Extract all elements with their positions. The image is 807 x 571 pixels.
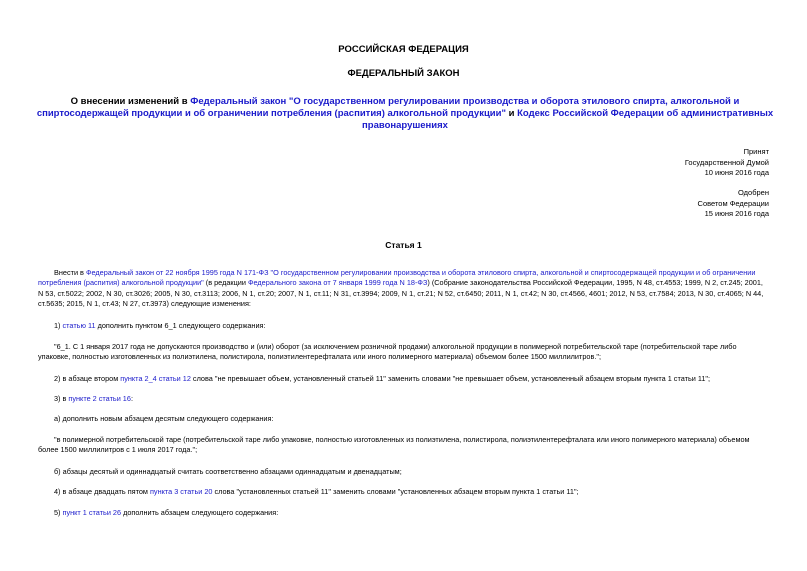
item-text: 5) [54,508,63,517]
item-text: : [130,394,133,403]
item-text: дополнить абзацем следующего содержания: [121,508,279,517]
intro-text: (в редакции [203,278,248,288]
country-heading: РОССИЙСКАЯ ФЕДЕРАЦИЯ [338,44,469,55]
quote-1: "6_1. С 1 января 2017 года не допускаются производство и (или) оборот (за исключением розничной продажи) алкогольной продукции в полимерной потребительской таре (потребительской таре либо упаковке, полностью изготовленных из полиэтилена, полистирола, полиэтилентерефталата или иного полимерного материала) объемом более 1500 миллилитров."; [38,342,737,362]
intro-link-law-18[interactable]: Федерального закона от 7 января 1999 года N 18-ФЗ [247,278,428,288]
adopted-line: Принят [743,147,769,156]
article-heading: Статья 1 [385,240,422,250]
list-item-1 [38,321,770,331]
item-text: дополнить пунктом 6_1 следующего содержания: [95,321,266,330]
item-text: слова "не превышает объем, установленный статьей 11" заменить словами "не превышает объем, установленный абзацем вторым пункта 1 статьи 11"; [190,374,711,383]
list-item-3b: б) абзацы десятый и одиннадцатый считать соответственно абзацами одиннадцатым и двенадцатым; [54,467,402,476]
list-item-5 [38,508,770,518]
approved-line: Советом Федерации [697,198,769,208]
item-link[interactable]: пункт 1 статьи 26 [62,508,122,517]
quote-2: "в полимерной потребительской таре (потребительской таре либо упаковке, полностью изготовленных из полиэтилена, полистирола, полиэтилентерефталата или иного полимерного материала) объемом более 1500 миллилитров с 1 июля 2017 года."; [38,435,750,455]
item-link[interactable]: пункта 3 статьи 20 [149,487,213,496]
item-text: 3) в [54,394,69,403]
item-text: слова "установленных статьей 11" заменить словами "установленных абзацем вторым пункта 1 статьи 11"; [212,487,579,496]
item-link[interactable]: пункта 2_4 статьи 12 [120,374,191,383]
approved-block [698,188,769,220]
law-title [30,96,780,132]
title-link-federal-law[interactable]: Федеральный закон "О государственном регулировании производства и оборота этилового спирта, алкогольной и спиртосодержащей продукции и об ограничении потребления (распития) алкогольной продукции" [36,96,740,119]
title-text: О внесении изменений в [70,96,191,107]
intro-text: Внести в [54,268,86,277]
adopted-date: 10 июня 2016 года [704,168,769,178]
list-item-2 [38,374,770,384]
item-text: 1) [54,321,63,330]
article-intro [38,268,770,310]
item-text: 2) в абзаце втором [54,374,121,383]
intro-text: ) (Собрание законодательства Российской Федерации, 1995, N 48, ст.4553; 1999, N 2, ст.245; 2001, N 53, ст.5022; 2002, N 30, ст.3026; 2005, N 30, ст.3113; 2006, N 1, ст.20; 2007, N 1, ст.11; N 31, ст.3994; 2009, N 1, ст.21; N 52, ст.6450; 2011, N 1, ст.42; N 30, ст.4566, 4601; 2012, N 53, ст.7584; 2013, N 30, ст.4065; N 44, ст.5635; 2015, N 1, ст.43; N 27, ст.3973) следующие изменения: [38,278,764,309]
approved-date: 15 июня 2016 года [704,209,769,219]
list-item-4 [38,487,770,497]
approved-line: Одобрен [738,188,769,197]
title-link-koap[interactable]: Кодекс Российской Федерации об административных правонарушениях [362,108,774,131]
title-text: и [505,108,518,119]
list-item-3 [38,394,770,404]
doc-type-heading: ФЕДЕРАЛЬНЫЙ ЗАКОН [347,68,460,79]
item-link[interactable]: статью 11 [62,321,96,330]
adopted-line: Государственной Думой [684,157,769,167]
intro-link-law-171[interactable]: Федеральный закон от 22 ноября 1995 года N 171-ФЗ "О государственном регулировании производства и оборота этилового спирта, алкогольной и спиртосодержащей продукции и об ограничении потребления (распития) алкогольной продукции" [38,268,756,288]
adopted-block [685,147,769,179]
item-text: 4) в абзаце двадцать пятом [54,487,150,496]
list-item-3a: а) дополнить новым абзацем десятым следующего содержания: [54,414,274,423]
item-link[interactable]: пункте 2 статьи 16 [68,394,131,403]
